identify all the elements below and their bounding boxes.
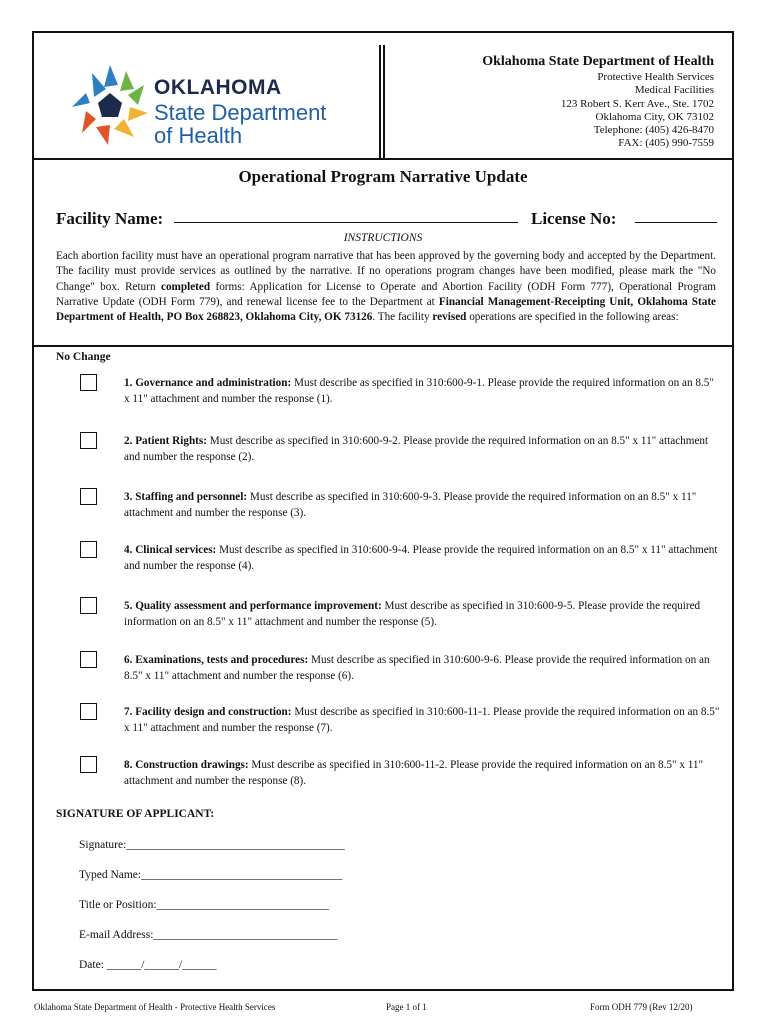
no-change-checkbox-5[interactable] [80, 597, 97, 614]
date-field[interactable]: Date: ______/______/______ [79, 959, 217, 971]
item-text: 4. Clinical services: Must describe as specified in 310:600-9-4. Please provide the required information on an 8.5" x 11" attachment and number the response (4). [124, 544, 718, 572]
no-change-checkbox-8[interactable] [80, 756, 97, 773]
osdh-logo [68, 63, 388, 148]
logo-text-state-department: State Department [154, 100, 327, 125]
footer-agency: Oklahoma State Department of Health - Protective Health Services [34, 1002, 276, 1012]
item-text: 1. Governance and administration: Must describe as specified in 310:600-9-1. Please provide the required information on an 8.5" x 11" attachment and number the response (1). [124, 377, 714, 405]
item-text: 6. Examinations, tests and procedures: Must describe as specified in 310:600-9-6. Please provide the required information on an 8.5" x 11" attachment and number the response (6). [124, 654, 710, 682]
logo-text-of-health: of Health [154, 123, 243, 148]
title-position-field[interactable]: Title or Position:______________________________ [79, 899, 330, 911]
logo-text-oklahoma: OKLAHOMA [154, 76, 282, 99]
facility-name-field[interactable] [174, 222, 518, 223]
agency-line: Oklahoma City, OK 73102 [595, 110, 714, 123]
agency-name: Oklahoma State Department of Health [482, 54, 714, 69]
email-address-field[interactable]: E-mail Address:________________________________ [79, 929, 338, 941]
no-change-checkbox-7[interactable] [80, 703, 97, 720]
footer-form-number: Form ODH 779 (Rev 12/20) [590, 1002, 693, 1012]
facility-name-label: Facility Name: [56, 209, 164, 228]
item-text: 2. Patient Rights: Must describe as specified in 310:600-9-2. Please provide the required information on an 8.5" x 11" attachment and number the response (2). [124, 435, 709, 463]
item-text: 3. Staffing and personnel: Must describe as specified in 310:600-9-3. Please provide the required information on an 8.5" x 11" attachment and number the response (3). [124, 491, 697, 519]
no-change-checkbox-6[interactable] [80, 651, 97, 668]
typed-name-field[interactable]: Typed Name:___________________________________ [79, 869, 343, 881]
item-text: 7. Facility design and construction: Must describe as specified in 310:600-11-1. Please provide the required information on an 8.5" x 11" attachment and number the response (7). [124, 706, 720, 734]
no-change-checkbox-4[interactable] [80, 541, 97, 558]
form-header [34, 33, 732, 160]
no-change-checkbox-3[interactable] [80, 488, 97, 505]
agency-address-block [482, 55, 714, 150]
agency-line: 123 Robert S. Kerr Ave., Ste. 1702 [560, 97, 714, 110]
no-change-checkbox-1[interactable] [80, 374, 97, 391]
instructions-heading: INSTRUCTIONS [343, 232, 423, 244]
form-frame [32, 31, 734, 991]
agency-line: Protective Health Services [597, 71, 714, 84]
no-change-checkbox-2[interactable] [80, 432, 97, 449]
agency-line: Telephone: (405) 426-8470 [593, 124, 714, 137]
no-change-label: No Change [56, 351, 111, 363]
item-text: 8. Construction drawings: Must describe as specified in 310:600-11-2. Please provide the required information on an 8.5" x 11" attachment and number the response (8). [124, 759, 704, 787]
form-title: Operational Program Narrative Update [238, 167, 528, 186]
signature-field[interactable]: Signature:______________________________________ [79, 839, 345, 851]
star-logo-icon [68, 63, 152, 148]
instructions-text: Each abortion facility must have an operational program narrative that has been approved by the governing body and accepted by the Department. The facility must provide services as outlined by the narrative. If no operations program changes have been modified, please mark the "No Change" box. Return completed forms: Application for License to Operate and Abortion Facility (ODH Form 777), Operational Program Narrative Update (ODH Form 779), and renewal license fee to the Department at Financial Management-Receipting Unit, Oklahoma State Department of Health, PO Box 268823, Oklahoma City, OK 73126. The facility revised operations are specified in the following areas: [56, 250, 717, 324]
header-divider [379, 45, 385, 158]
signature-heading: SIGNATURE OF APPLICANT: [56, 808, 215, 820]
license-no-field[interactable] [635, 222, 717, 223]
item-text: 5. Quality assessment and performance improvement: Must describe as specified in 310:600-9-5. Please provide the required information on an 8.5" x 11" attachment and number the response (5). [124, 600, 701, 628]
agency-line: Medical Facilities [634, 84, 714, 97]
section-divider [34, 345, 732, 347]
license-no-label: License No: [531, 209, 617, 228]
footer-page-number: Page 1 of 1 [386, 1002, 427, 1012]
agency-line: FAX: (405) 990-7559 [618, 137, 714, 150]
